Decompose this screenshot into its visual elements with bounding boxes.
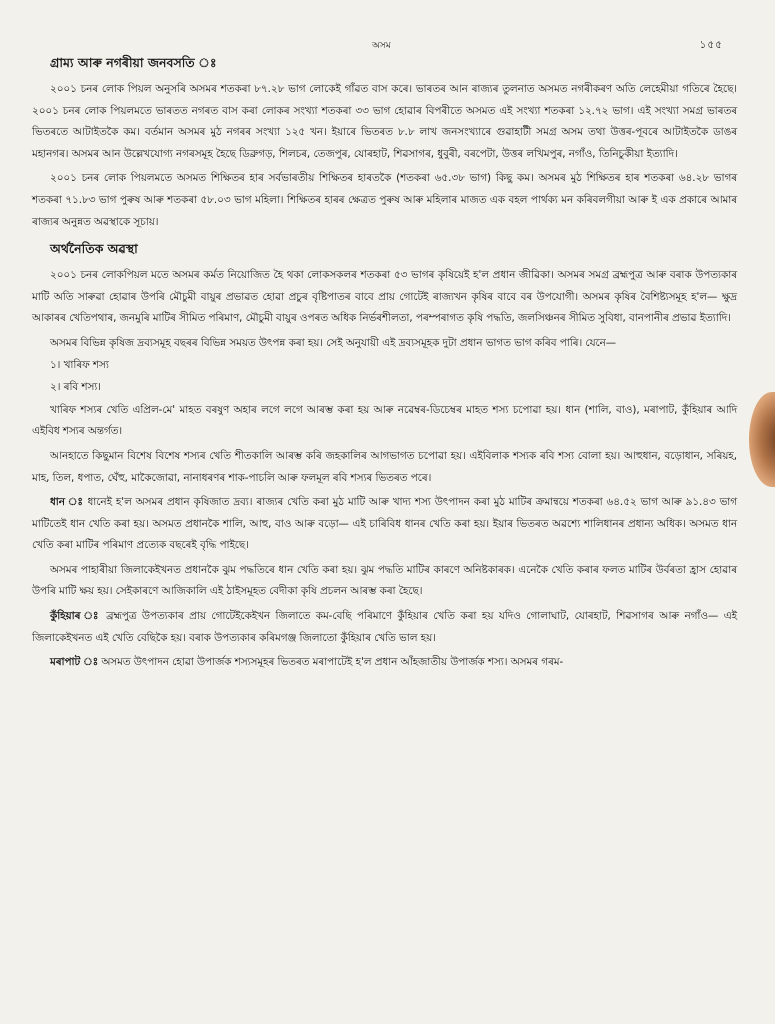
paragraph-sugarcane xyxy=(32,606,737,649)
page-content xyxy=(32,52,737,677)
section-heading-settlement: গ্ৰাম্য আৰু নগৰীয়া জনবসতি ঃ xyxy=(50,55,217,70)
running-title: অসম xyxy=(372,41,391,51)
text-sugarcane: ব্ৰহ্মপুত্ৰ উপত্যকাৰ প্ৰায় গোটেইকেইখন জিলাতে কম-বেছি পৰিমাণে কুঁহিয়াৰ খেতি কৰা হয় যদিও গোলাঘাট, যোৰহাট, শিৱসাগৰ আৰু নগাঁও— এই জিলাকেইখনত এই খেতি বেছিকৈ হয়। বৰাক উপত্যকাৰ কৰিমগঞ্জ জিলাতো কুঁহিয়াৰ খেতি ভাল হয়। xyxy=(32,610,737,644)
paragraph-jhum: অসমৰ পাহাৰীয়া জিলাকেইখনত প্ৰধানকৈ ঝুম পদ্ধতিৰে ধান খেতি কৰা হয়। ঝুম পদ্ধতি মাটিৰ কাৰণে অনিষ্টকাৰক। এনেকৈ খেতি কৰাৰ ফলত মাটিৰ উৰ্বৰতা হ্ৰাস হোৱাৰ উপৰি মাটি ক্ষয় হয়। সেইকাৰণে আজিকালি এই ঠাইসমূহত বেদীকা কৃষি প্ৰচলন আৰম্ভ কৰা হৈছে। xyxy=(32,563,737,598)
paragraph-urbanization: ২০০১ চনৰ লোক পিয়ল অনুসৰি অসমৰ শতকৰা ৮৭.২৮ ভাগ লোকেই গাঁৱত বাস কৰে। ভাৰতৰ আন ৰাজ্যৰ তুলনাত অসমত নগৰীকৰণ অতি লেহেমীয়া গতিৰে হৈছে। ২০০১ চনৰ লোক পিয়লমতে ভাৰতত নগৰত বাস কৰা লোকৰ সংখ্যা শতকৰা ৩৩ ভাগ হোৱাৰ বিপৰীতে অসমত এই সংখ্যা শতকৰা ১২.৭২ ভাগ। এই সংখ্যা সমগ্ৰ ভাৰতৰ ভিতৰতে আটাইতকৈ কম। বৰ্তমান অসমৰ মুঠ নগৰৰ সংখ্যা ১২৫ খন। ইয়াৰে ভিতৰত ৮.৮ লাখ জনসংখ্যাৰে গুৱাহাটী সমগ্ৰ অসম তথা উত্তৰ-পূবৰে আটাইতকৈ ডাঙৰ মহানগৰ। অসমৰ আন উল্লেখযোগ্য নগৰসমূহ হৈছে ডিব্ৰুগড়, শিলচৰ, তেজপুৰ, যোৰহাট, শিৱসাগৰ, ধুবুৰী, বৰপেটা, উত্তৰ লখিমপুৰ, নগাঁও, তিনিচুকীয়া ইত্যাদি। xyxy=(32,83,737,160)
list-item-rabi: ২। ৰবি শস্য। xyxy=(50,381,101,394)
text-jute: অসমত উৎপাদন হোৱা উপাৰ্জক শস্যসমূহৰ ভিতৰত মৰাপাটেই হ'ল প্ৰধান আঁহজাতীয় উপাৰ্জক শস্য। অসমৰ গৰম- xyxy=(98,656,564,669)
paragraph-crop-division: অসমৰ বিভিন্ন কৃষিজ দ্ৰব্যসমূহ বছৰৰ বিভিন্ন সময়ত উৎপন্ন কৰা হয়। সেই অনুযায়ী এই দ্ৰব্যসমূহক দুটা প্ৰধান ভাগত ভাগ কৰিব পাৰি। যেনে— xyxy=(50,336,617,349)
paragraph-rabi: আনহাতে কিছুমান বিশেষ বিশেষ শস্যৰ খেতি শীতকালি আৰম্ভ কৰি জহকালিৰ আগভাগত চপোৱা হয়। এইবিলাক শস্যক ৰবি শস্য বোলা হয়। আহুধান, বড়োধান, সৰিয়হ, মাহ, তিল, ধপাত, ঘেঁহু, মাকৈজোৱা, নানাধৰণৰ শাক-পাচলি আৰু ফলমূল ৰবি শস্যৰ ভিতৰত পৰে। xyxy=(32,449,737,484)
lead-jute: মৰাপাট ঃ xyxy=(50,656,99,669)
text-paddy: ধানেই হ'ল অসমৰ প্ৰধান কৃষিজাত দ্ৰব্য। ৰাজ্যৰ খেতি কৰা মুঠ মাটি আৰু খাদ্য শস্য উৎপাদন কৰা মুঠ মাটিৰ ক্ৰমান্বয়ে শতকৰা ৬৪.৫২ ভাগ আৰু ৯১.৪৩ ভাগ মাটিতেই ধান খেতি কৰা হয়। অসমত প্ৰধানকৈ শালি, আহু, বাও আৰু বড়ো— এই চাৰিবিধ ধানৰ খেতি কৰা হয়। ইয়াৰ ভিতৰত অৱশ্যে শালিধানৰ প্ৰধান্য অধিক। অসমত ধান খেতি কৰা মাটিৰ পৰিমাণ প্ৰত্যেক বছৰেই বৃদ্ধি পাইছে। xyxy=(32,496,738,552)
lead-paddy: ধান ঃ xyxy=(50,496,84,509)
paragraph-kharif: খাৰিফ শস্যৰ খেতি এপ্ৰিল-মে' মাহত বৰষুণ অহাৰ লগে লগে আৰম্ভ কৰা হয় আৰু নৱেম্বৰ-ডিচেম্বৰ মাহত শস্য চপোৱা হয়। ধান (শালি, বাও), মৰাপাট, কুঁহিয়াৰ আদি এইবিধ শস্যৰ অন্তৰ্গত। xyxy=(32,403,737,438)
paragraph-literacy: ২০০১ চনৰ লোক পিয়লমতে অসমত শিক্ষিতৰ হাৰ সৰ্বভাৰতীয় শিক্ষিতৰ হাৰতকৈ (শতকৰা ৬৫.৩৮ ভাগ) কিছু কম। অসমৰ মুঠ শিক্ষিতৰ হাৰ শতকৰা ৬৪.২৮ ভাগৰ শতকৰা ৭১.৮৩ ভাগ পুৰুষ আৰু শতকৰা ৫৮.০৩ ভাগ মহিলা। শিক্ষিতৰ হাৰৰ ক্ষেত্ৰত পুৰুষ আৰু মহিলাৰ মাজত এক বহল পাৰ্থক্য মন কৰিবলগীয়া আৰু ই এক প্ৰকাৰে আমাৰ ৰাজ্যৰ অনুন্নত অৱস্থাকে সূচায়। xyxy=(32,172,737,228)
lead-sugarcane: কুঁহিয়াৰ ঃ xyxy=(50,610,101,623)
thumb-finger xyxy=(749,392,775,487)
paragraph-jute xyxy=(32,652,737,674)
page-number: ১৫৫ xyxy=(699,39,723,51)
paragraph-agriculture: ২০০১ চনৰ লোকপিয়ল মতে অসমৰ কৰ্মত নিয়োজিত হৈ থকা লোকসকলৰ শতকৰা ৫৩ ভাগৰ কৃষিয়েই হ'ল প্ৰধান জীৱিকা। অসমৰ সমগ্ৰ ব্ৰহ্মপুত্ৰ আৰু বৰাক উপত্যকাৰ মাটি অতি সাৰুৱা হোৱাৰ উপৰি মৌচুমী বায়ুৰ প্ৰভাৱত হোৱা প্ৰচুৰ বৃষ্টিপাতৰ বাবে প্ৰায় গোটেই ৰাজ্যখন কৃষিৰ বাবে বৰ উপযোগী। অসমৰ কৃষিৰ বৈশিষ্ট্যসমূহ হ'ল— ক্ষুদ্ৰ আকাৰৰ খেতিপথাৰ, জনমুৰি মাটিৰ সীমিত পৰিমাণ, মৌচুমী বায়ুৰ ওপৰত অধিক নিৰ্ভৰশীলতা, পৰম্পৰাগত কৃষি পদ্ধতি, জলসিঞ্চনৰ সীমিত সুবিধা, বানপানীৰ প্ৰভাৱ ইত্যাদি। xyxy=(32,269,738,325)
section-heading-economy: অৰ্থনৈতিক অৱস্থা xyxy=(50,241,138,257)
list-item-kharif: ১। খাৰিফ শস্য xyxy=(50,358,109,371)
paragraph-paddy xyxy=(32,492,737,557)
